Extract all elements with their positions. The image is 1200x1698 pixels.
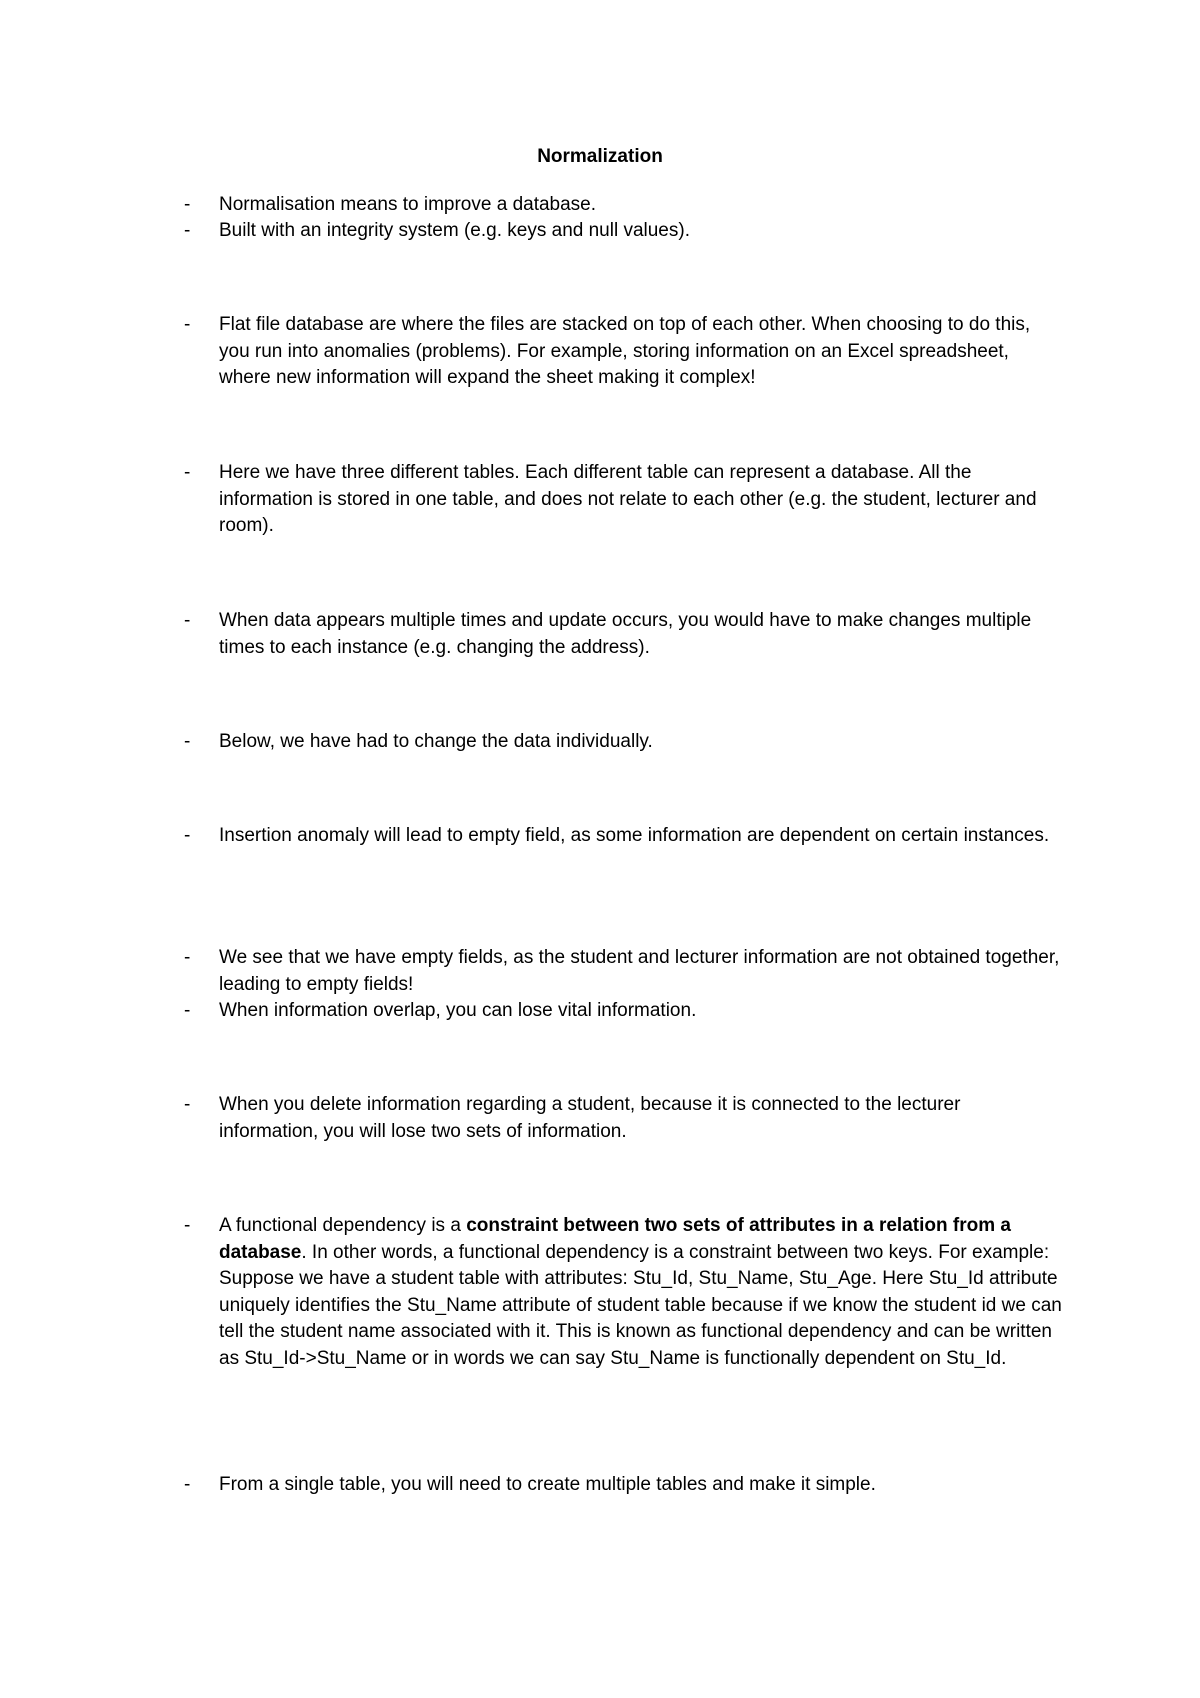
bullet-text: Built with an integrity system (e.g. keys and null values). bbox=[219, 220, 690, 241]
bullet-marker: - bbox=[184, 314, 191, 335]
bullet-text: From a single table, you will need to create multiple tables and make it simple. bbox=[219, 1474, 876, 1495]
bullet-marker: - bbox=[184, 220, 191, 241]
bullet-text: Normalisation means to improve a database. bbox=[219, 194, 597, 215]
bullet-text: Flat file database are where the files are stacked on top of each other. When choosing to do this, you run into anomalies (problems). For example, storing information on an Excel spreadsheet, where new information will expand the sheet making it complex! bbox=[219, 314, 1031, 388]
bullet-text: Insertion anomaly will lead to empty field, as some information are dependent on certain instances. bbox=[219, 825, 1050, 846]
bullet-marker: - bbox=[184, 610, 191, 631]
bullet-text: When information overlap, you can lose vital information. bbox=[219, 1000, 697, 1021]
bullet-text: We see that we have empty fields, as the student and lecturer information are not obtained together, leading to empty fields! bbox=[219, 947, 1060, 995]
bullet-marker: - bbox=[184, 1094, 191, 1115]
bullet-text: When data appears multiple times and update occurs, you would have to make changes multiple times to each instance (e.g. changing the address). bbox=[219, 610, 1032, 658]
bullet-text: Here we have three different tables. Each different table can represent a database. All the information is stored in one table, and does not relate to each other (e.g. the student, lecturer and room). bbox=[219, 462, 1037, 536]
bullet-marker: - bbox=[184, 947, 191, 968]
bullet-text-prefix: A functional dependency is a bbox=[219, 1215, 467, 1236]
bullet-marker: - bbox=[184, 731, 191, 752]
bullet-marker: - bbox=[184, 1215, 191, 1236]
bullet-text: When you delete information regarding a student, because it is connected to the lecturer information, you will lose two sets of information. bbox=[219, 1094, 961, 1142]
bullet-marker: - bbox=[184, 1474, 191, 1495]
bullet-marker: - bbox=[184, 462, 191, 483]
bullet-text-suffix: . In other words, a functional dependency is a constraint between two keys. For example: Suppose we have a student table with attributes: Stu_Id, Stu_Name, Stu_Age. Here Stu_Id attribute uniquely identifies the Stu_Name attribute of student table because if we know the student id we can tell the student name associated with it. This is known as functional dependency and can be written as Stu_Id->Stu_Name or in words we can say Stu_Name is functionally dependent on Stu_Id. bbox=[219, 1241, 1062, 1369]
bullet-marker: - bbox=[184, 1000, 191, 1021]
document-title: Normalization bbox=[537, 146, 663, 167]
bullet-text: Below, we have had to change the data individually. bbox=[219, 731, 653, 752]
bullet-text-bold: constraint between two sets of attributes in a relation from a database bbox=[219, 1215, 1011, 1263]
bullet-marker: - bbox=[184, 194, 191, 215]
bullet-text-functional-dependency bbox=[219, 1213, 1064, 1372]
bullet-marker: - bbox=[184, 825, 191, 846]
